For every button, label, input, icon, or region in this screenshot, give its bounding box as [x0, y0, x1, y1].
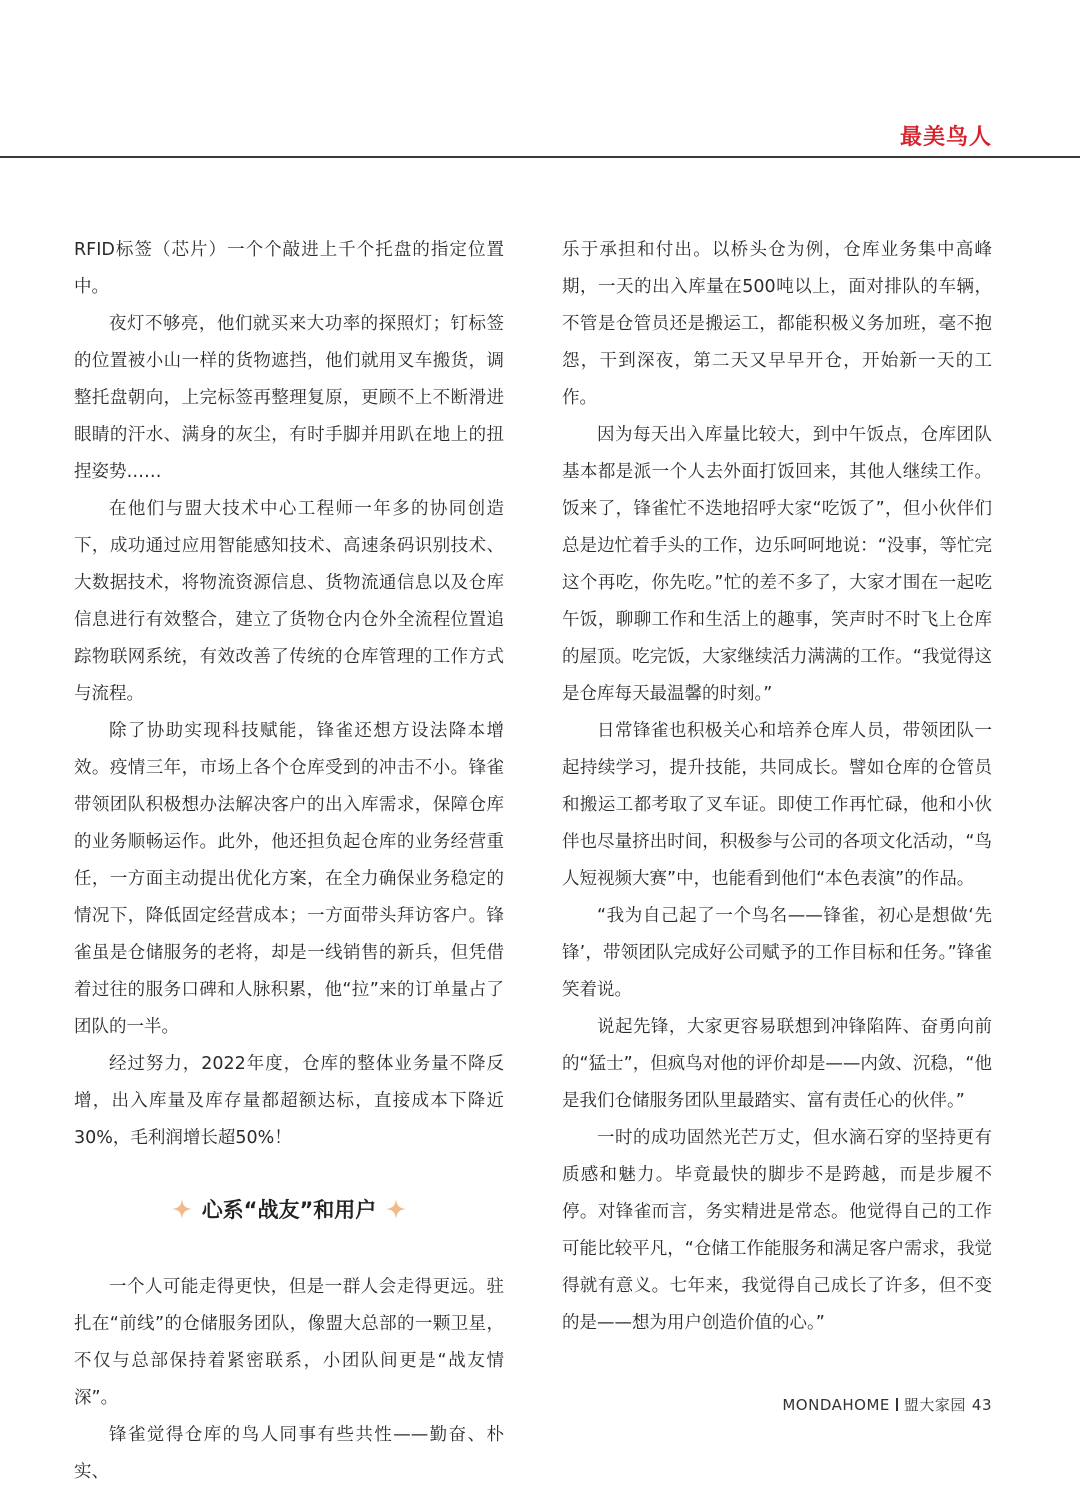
paragraph: RFID标签（芯片）一个个敲进上千个托盘的指定位置中。: [74, 240, 504, 297]
header-divider: [0, 156, 1080, 158]
paragraph: 一个人可能走得更快，但是一群人会走得更远。驻扎在“前线”的仓储服务团队，像盟大总部的一颗卫星，不仅与总部保持着紧密联系，小团队间更是“战友情深”。: [74, 1277, 504, 1408]
paragraph: 除了协助实现科技赋能，锋雀还想方设法降本增效。疫情三年，市场上各个仓库受到的冲击不小。锋雀带领团队积极想办法解决客户的出入库需求，保障仓库的业务顺畅运作。此外，他还担负起仓库的业务经营重任，一方面主动提出优化方案，在全力确保业务稳定的情况下，降低固定经营成本；一方面带头拜访客户。锋雀虽是仓储服务的老将，却是一线销售的新兵，但凭借着过往的服务口碑和人脉积累，他“拉”来的订单量占了团队的一半。: [74, 721, 504, 1037]
magazine-name: MONDAHOME: [782, 1395, 890, 1414]
paragraph: 在他们与盟大技术中心工程师一年多的协同创造下，成功通过应用智能感知技术、高速条码识别技术、大数据技术，将物流资源信息、货物流通信息以及仓库信息进行有效整合，建立了货物仓内仓外全流程位置追踪物联网系统，有效改善了传统的仓库管理的工作方式与流程。: [74, 499, 504, 704]
paragraph: 一时的成功固然光芒万丈，但水滴石穿的坚持更有质感和魅力。毕竟最快的脚步不是跨越，而是步履不停。对锋雀而言，务实精进是常态。他觉得自己的工作可能比较平凡，“仓储工作能服务和满足客户需求，我觉得就有意义。七年来，我觉得自己成长了许多，但不变的是——想为用户创造价值的心。”: [562, 1128, 992, 1333]
left-column: [74, 232, 504, 1491]
paragraph: 乐于承担和付出。以桥头仓为例，仓库业务集中高峰期，一天的出入库量在500吨以上，面对排队的车辆，不管是仓管员还是搬运工，都能积极义务加班，毫不抱怨，干到深夜，第二天又早早开仓，开始新一天的工作。: [562, 240, 992, 408]
paragraph: 夜灯不够亮，他们就买来大功率的探照灯；钉标签的位置被小山一样的货物遮挡，他们就用叉车搬货，调整托盘朝向，上完标签再整理复原，更顾不上不断滑进眼睛的汗水、满身的灰尘，有时手脚并用趴在地上的扭捏姿势……: [74, 314, 504, 482]
subheading-text: 心系“战友”和用户: [201, 1198, 377, 1222]
paragraph: 说起先锋，大家更容易联想到冲锋陷阵、奋勇向前的“猛士”，但疯鸟对他的评价却是——内敛、沉稳，“他是我们仓储服务团队里最踏实、富有责任心的伙伴。”: [562, 1017, 992, 1111]
footer-separator: [896, 1398, 898, 1411]
section-title: 最美鸟人: [899, 125, 992, 150]
right-column: [562, 232, 992, 1342]
magazine-name-cn: 盟大家园: [903, 1396, 966, 1414]
page-number: 43: [971, 1395, 992, 1414]
paragraph: 日常锋雀也积极关心和培养仓库人员，带领团队一起持续学习，提升技能，共同成长。譬如仓库的仓管员和搬运工都考取了叉车证。即使工作再忙碌，他和小伙伴也尽量挤出时间，积极参与公司的各项文化活动，“鸟人短视频大赛”中，也能看到他们“本色表演”的作品。: [562, 721, 992, 889]
subheading: [74, 1179, 504, 1239]
paragraph: 锋雀觉得仓库的鸟人同事有些共性——勤奋、朴实、: [74, 1425, 504, 1482]
page-footer: [782, 1394, 992, 1415]
paragraph: “我为自己起了一个鸟名——锋雀，初心是想做‘先锋’，带领团队完成好公司赋予的工作目标和任务。”锋雀笑着说。: [562, 906, 992, 1000]
paragraph: 因为每天出入库量比较大，到中午饭点，仓库团队基本都是派一个人去外面打饭回来，其他人继续工作。饭来了，锋雀忙不迭地招呼大家“吃饭了”，但小伙伴们总是边忙着手头的工作，边乐呵呵地说：“没事，等忙完这个再吃，你先吃。”忙的差不多了，大家才围在一起吃午饭，聊聊工作和生活上的趣事，笑声时不时飞上仓库的屋顶。吃完饭，大家继续活力满满的工作。“我觉得这是仓库每天最温馨的时刻。”: [562, 425, 992, 704]
sparkle-icon: [386, 1199, 406, 1219]
paragraph: 经过努力，2022年度，仓库的整体业务量不降反增，出入库量及库存量都超额达标，直接成本下降近30%，毛利润增长超50%！: [74, 1054, 504, 1148]
sparkle-icon: [172, 1199, 192, 1219]
